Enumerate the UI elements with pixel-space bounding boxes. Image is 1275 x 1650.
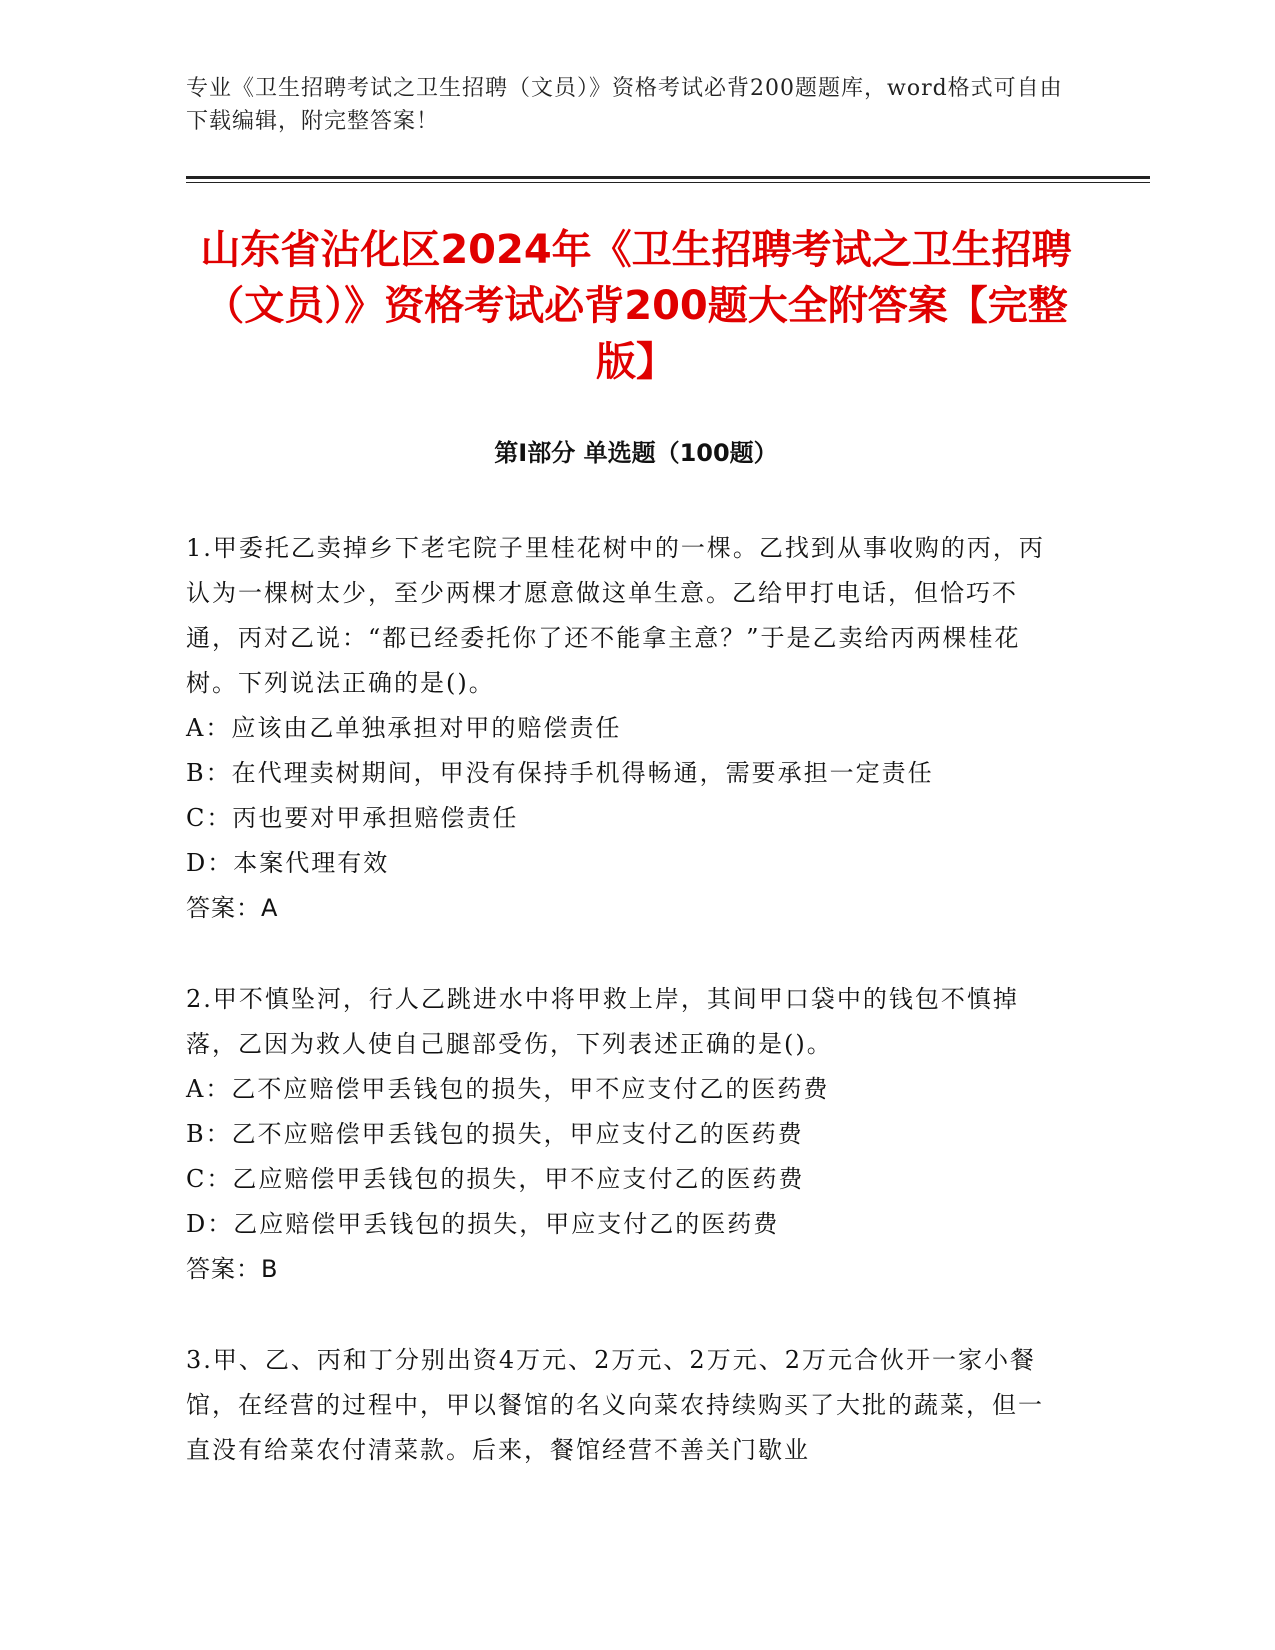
question-spacer xyxy=(186,931,1066,977)
question-spacer xyxy=(186,1292,1066,1338)
question-list xyxy=(186,526,1066,1473)
option-d: D：乙应赔偿甲丢钱包的损失，甲应支付乙的医药费 xyxy=(186,1210,780,1238)
option-a: A：应该由乙单独承担对甲的赔偿责任 xyxy=(186,714,622,742)
question-3 xyxy=(186,1338,1066,1473)
header-note: 专业《卫生招聘考试之卫生招聘（文员）》资格考试必背200题题库，word格式可自由下载编辑，附完整答案！ xyxy=(186,76,1063,134)
answer-line: 答案：B xyxy=(186,1255,279,1283)
question-stem: 2.甲不慎坠河，行人乙跳进水中将甲救上岸，其间甲口袋中的钱包不慎掉落，乙因为救人使自己腿部受伤，下列表述正确的是()。 xyxy=(186,985,1019,1058)
question-1 xyxy=(186,526,1066,931)
header-divider-thick xyxy=(186,176,1150,179)
option-b: B：乙不应赔偿甲丢钱包的损失，甲应支付乙的医药费 xyxy=(186,1120,804,1148)
header-divider-thin xyxy=(186,182,1150,183)
document-title: 山东省沾化区2024年《卫生招聘考试之卫生招聘（文员）》资格考试必背200题大全附答案【完整版】 xyxy=(200,227,1072,385)
question-stem: 1.甲委托乙卖掉乡下老宅院子里桂花树中的一棵。乙找到从事收购的丙，丙认为一棵树太少，至少两棵才愿意做这单生意。乙给甲打电话，但恰巧不通，丙对乙说：“都已经委托你了还不能拿主意？”于是乙卖给丙两棵桂花树。下列说法正确的是()。 xyxy=(186,534,1045,697)
section-title: 第Ⅰ部分 单选题（100题） xyxy=(494,439,778,467)
option-a: A：乙不应赔偿甲丢钱包的损失，甲不应支付乙的医药费 xyxy=(186,1075,830,1103)
option-d: D：本案代理有效 xyxy=(186,849,390,877)
option-c: C：乙应赔偿甲丢钱包的损失，甲不应支付乙的医药费 xyxy=(186,1165,805,1193)
option-c: C：丙也要对甲承担赔偿责任 xyxy=(186,804,519,832)
question-2 xyxy=(186,977,1066,1292)
answer-line: 答案：A xyxy=(186,894,279,922)
question-stem: 3.甲、乙、丙和丁分别出资4万元、2万元、2万元、2万元合伙开一家小餐馆，在经营的过程中，甲以餐馆的名义向菜农持续购买了大批的蔬菜，但一直没有给菜农付清菜款。后来，餐馆经营不善关门歇业 xyxy=(186,1346,1044,1464)
option-b: B：在代理卖树期间，甲没有保持手机得畅通，需要承担一定责任 xyxy=(186,759,934,787)
